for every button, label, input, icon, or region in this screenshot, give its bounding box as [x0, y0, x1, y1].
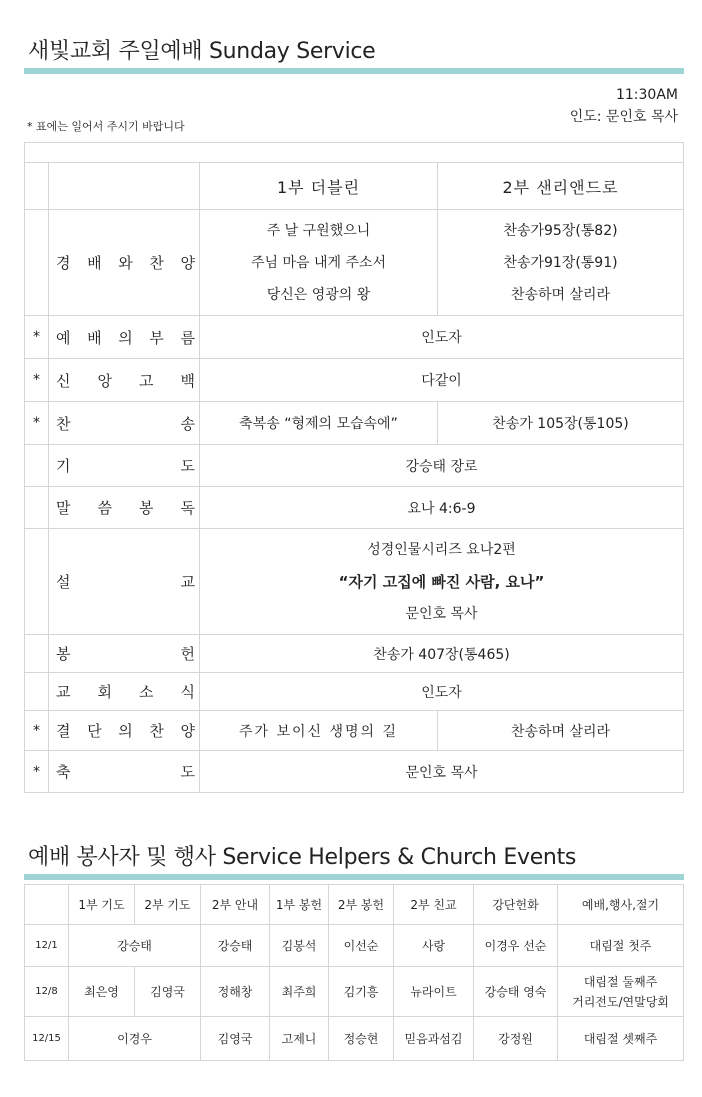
offering1-cell: 고제니 [270, 1017, 329, 1061]
helpers-title: 예배 봉사자 및 행사 Service Helpers & Church Events [28, 845, 577, 870]
header-second-service: 2부 샌리앤드로 [438, 163, 684, 210]
first-service-hymn: 축복송 “형제의 모습속에” [200, 402, 438, 445]
table-header-row [25, 163, 684, 210]
label-char: 예 [56, 328, 71, 347]
flowers-cell: 강정원 [474, 1017, 558, 1061]
label-char: 봉 [139, 499, 154, 517]
offering2-cell: 김기흥 [329, 967, 394, 1017]
label-char: 배 [87, 328, 102, 347]
item-label [49, 673, 200, 711]
label-char: 설 [56, 573, 71, 591]
label-char: 배 [87, 254, 102, 272]
page-title: 새빛교회 주일예배 Sunday Service [28, 39, 376, 64]
label-char: 의 [118, 722, 133, 740]
table-row [25, 529, 684, 635]
sermon-title: “자기 고집에 빠진 사람, 요나” [338, 572, 545, 591]
item-value: 인도자 [200, 673, 684, 711]
item-label [49, 316, 200, 359]
label-char: 양 [180, 254, 195, 272]
stand-mark: * [25, 359, 49, 402]
stand-mark [25, 210, 49, 316]
label-char: 와 [118, 254, 133, 272]
song: 주님 마음 내게 주소서 [250, 254, 387, 271]
label-char: 씀 [97, 499, 112, 517]
song: 주 날 구원했으니 [266, 222, 371, 239]
col-header: 2부 봉헌 [329, 885, 394, 925]
table-row [25, 711, 684, 751]
label-char: 단 [87, 722, 102, 740]
event-cell: 대림절 셋째주 [558, 1017, 684, 1061]
label-char: 헌 [180, 645, 195, 663]
table-row [25, 359, 684, 402]
table-row [25, 487, 684, 529]
table-top-row [25, 143, 684, 163]
table-row [25, 673, 684, 711]
stand-mark [25, 487, 49, 529]
label-char: 축 [56, 763, 71, 781]
label-char: 찬 [56, 414, 71, 433]
table-row [25, 316, 684, 359]
date-cell: 12/1 [25, 925, 69, 967]
label-char: 부 [149, 328, 164, 347]
date-cell: 12/8 [25, 967, 69, 1017]
second-service-hymn: 찬송가 105장(통105) [438, 402, 684, 445]
label-char: 회 [97, 683, 112, 701]
usher-cell: 정해창 [201, 967, 270, 1017]
second-service-songs [438, 210, 684, 316]
offering2-cell: 정승현 [329, 1017, 394, 1061]
item-label [49, 402, 200, 445]
event-cell [558, 967, 684, 1017]
table-row [25, 210, 684, 316]
helpers-table [24, 884, 684, 1061]
item-value: 강승태 장로 [200, 445, 684, 487]
sermon-series: 성경인물시리즈 요나2편 [367, 541, 516, 558]
item-value: 다같이 [200, 359, 684, 402]
first-service-song: 주가 보이신 생명의 길 [200, 711, 438, 751]
item-value: 문인호 목사 [200, 751, 684, 793]
prayer1-cell: 최은영 [69, 967, 135, 1017]
table-row [25, 402, 684, 445]
service-leader: 인도: 문인호 목사 [569, 109, 678, 125]
helpers-header-row [25, 885, 684, 925]
stand-mark: * [25, 316, 49, 359]
label-char: 백 [180, 371, 195, 390]
label-char: 양 [180, 722, 195, 740]
col-header: 예배,행사,절기 [558, 885, 684, 925]
event-line: 거리전도/연말당회 [572, 994, 669, 1009]
label-char: 결 [56, 722, 71, 740]
sermon-preacher: 문인호 목사 [405, 605, 478, 622]
item-label [49, 487, 200, 529]
song: 찬송가95장(통82) [503, 222, 618, 239]
offering2-cell: 이선순 [329, 925, 394, 967]
offering1-cell: 최주희 [270, 967, 329, 1017]
label-char: 신 [56, 371, 71, 390]
event-line: 대림절 둘째주 [583, 974, 658, 989]
label-char: 교 [180, 573, 195, 591]
label-char: 찬 [149, 722, 164, 740]
second-service-song: 찬송하며 살리라 [438, 711, 684, 751]
col-header: 2부 안내 [201, 885, 270, 925]
col-header: 강단헌화 [474, 885, 558, 925]
prayer-cell: 강승태 [69, 925, 201, 967]
table-row [25, 967, 684, 1017]
table-row [25, 925, 684, 967]
event-cell: 대림절 첫주 [558, 925, 684, 967]
prayer-cell: 이경우 [69, 1017, 201, 1061]
standing-note: * 표에는 일어서 주시기 바랍니다 [27, 120, 185, 133]
label-char: 교 [56, 683, 71, 701]
stand-mark [25, 673, 49, 711]
item-label [49, 751, 200, 793]
usher-cell: 김영국 [201, 1017, 270, 1061]
sermon-cell [200, 529, 684, 635]
table-row [25, 445, 684, 487]
col-header: 2부 친교 [394, 885, 474, 925]
header-first-service: 1부 더블린 [200, 163, 438, 210]
flowers-cell: 강승태 영숙 [474, 967, 558, 1017]
col-header: 1부 기도 [69, 885, 135, 925]
label-char: 경 [56, 254, 71, 272]
flowers-cell: 이경우 선순 [474, 925, 558, 967]
label-char: 소 [139, 683, 154, 701]
item-label [49, 635, 200, 673]
label-char: 말 [56, 499, 71, 517]
date-cell: 12/15 [25, 1017, 69, 1061]
fellowship-cell: 사랑 [394, 925, 474, 967]
item-label [49, 529, 200, 635]
item-value: 찬송가 407장(통465) [200, 635, 684, 673]
stand-mark [25, 445, 49, 487]
label-char: 름 [180, 328, 195, 347]
col-header: 2부 기도 [135, 885, 201, 925]
helpers-divider [24, 874, 684, 880]
stand-mark: * [25, 751, 49, 793]
col-header: 1부 봉헌 [270, 885, 329, 925]
song: 당신은 영광의 왕 [266, 286, 371, 303]
item-value: 인도자 [200, 316, 684, 359]
usher-cell: 강승태 [201, 925, 270, 967]
offering1-cell: 김봉석 [270, 925, 329, 967]
label-char: 찬 [149, 254, 164, 272]
fellowship-cell: 믿음과섬김 [394, 1017, 474, 1061]
label-char: 송 [180, 414, 195, 433]
service-info [570, 84, 678, 128]
table-row [25, 1017, 684, 1061]
label-praise [56, 252, 195, 273]
item-label [49, 210, 200, 316]
service-time: 11:30AM [615, 87, 678, 103]
item-label [49, 445, 200, 487]
song: 찬송하며 살리라 [510, 286, 611, 303]
item-label [49, 711, 200, 751]
title-divider [24, 68, 684, 74]
label-char: 고 [139, 371, 154, 390]
table-row [25, 751, 684, 793]
stand-mark [25, 635, 49, 673]
label-char: 기 [56, 457, 71, 475]
fellowship-cell: 뉴라이트 [394, 967, 474, 1017]
item-value: 요나 4:6-9 [200, 487, 684, 529]
label-char: 독 [180, 499, 195, 517]
label-char: 의 [118, 328, 133, 347]
song: 찬송가91장(통91) [503, 254, 618, 271]
stand-mark [25, 529, 49, 635]
table-row [25, 635, 684, 673]
stand-mark: * [25, 402, 49, 445]
label-char: 봉 [56, 645, 71, 663]
order-of-service-table [24, 142, 684, 793]
label-char: 도 [180, 457, 195, 475]
item-label [49, 359, 200, 402]
label-char: 앙 [97, 371, 112, 390]
first-service-songs [200, 210, 438, 316]
label-char: 도 [180, 763, 195, 781]
prayer2-cell: 김영국 [135, 967, 201, 1017]
stand-mark: * [25, 711, 49, 751]
label-char: 식 [180, 683, 195, 701]
